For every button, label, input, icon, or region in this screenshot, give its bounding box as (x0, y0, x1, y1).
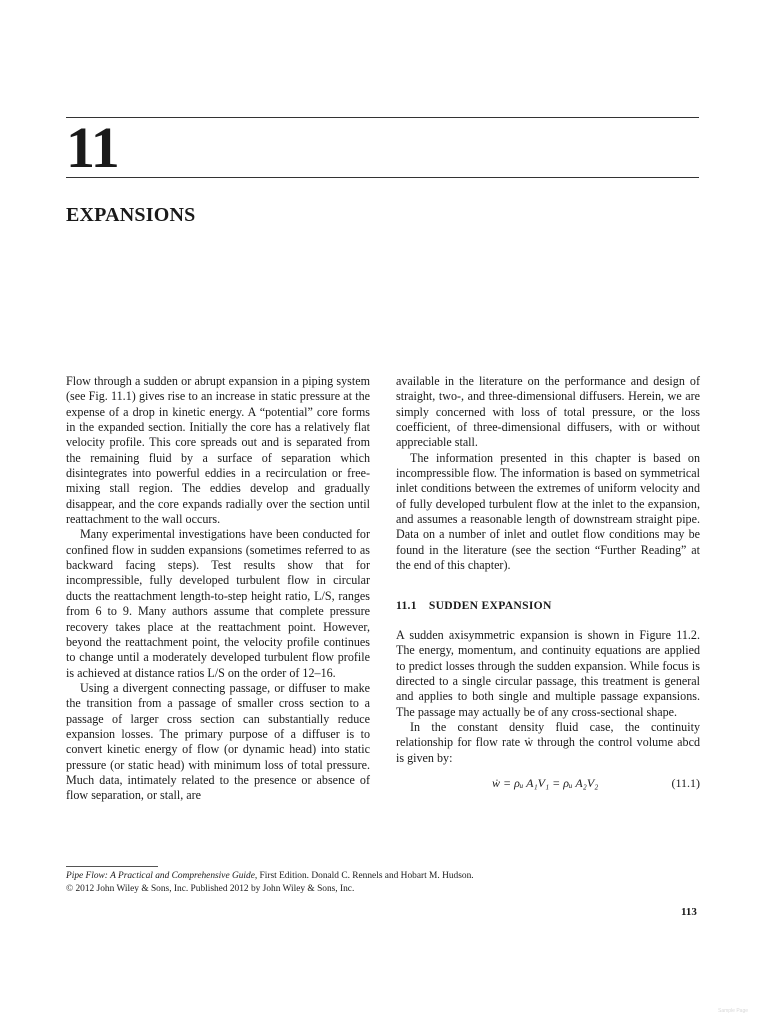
left-column (66, 374, 370, 804)
top-rule (66, 117, 699, 118)
source-details: , First Edition. Donald C. Rennels and Hobart M. Hudson. (254, 871, 474, 881)
chapter-title: EXPANSIONS (66, 204, 196, 226)
section-number: 11.1 (396, 599, 417, 613)
watermark: Sample Page (718, 1008, 749, 1014)
paragraph: Flow through a sudden or abrupt expansion in a piping system (see Fig. 11.1) gives rise to an increase in static pressure at the expense of a drop in kinetic energy. A “potential” core forms in the expanded section. Initially the core has a relatively flat velocity profile. This core spreads out and is separated from the remaining fluid by a surface of separation which disintegrates into powerful eddies in a recirculation or free-mixing stall region. The eddies develop and gradually disappear, and the core expands radially over the section until reattachment to the wall occurs. (66, 374, 370, 527)
chapter-number: 11 (66, 115, 119, 180)
equation-number: (11.1) (671, 775, 700, 790)
page-number: 113 (681, 906, 697, 918)
paragraph: Using a divergent connecting passage, or diffuser to make the transition from a passage of smaller cross section to a passage of larger cross section can substantially reduce expansion losses. The primary purpose of a diffuser is to convert kinetic energy of flow (or dynamic head) into static pressure (or static head) with minimum loss of total pressure. Much data, intimately related to the presence or absence of flow separation, or stall, are (66, 680, 370, 803)
paragraph: In the constant density fluid case, the continuity relationship for flow rate ẇ through the control volume abcd is given by: (396, 719, 700, 765)
section-title: SUDDEN EXPANSION (428, 599, 552, 613)
footnote (66, 870, 666, 896)
equation-body: ẇ = ρᵤ A₁V₁ = ρᵤ A₂V₂ (492, 775, 599, 790)
paragraph: The information presented in this chapter is based on incompressible flow. The information is based on symmetrical inlet conditions between the extremes of uniform velocity and of fully developed turbulent flow at the inlet to the expansion, and assumes a reasonable length of downstream straight pipe. Data on a number of inlet and outlet flow conditions may be found in the literature (see the section “Further Reading” at the end of this chapter). (396, 450, 700, 573)
copyright-line: © 2012 John Wiley & Sons, Inc. Published 2012 by John Wiley & Sons, Inc. (66, 884, 355, 894)
source-title: Pipe Flow: A Practical and Comprehensive Guide (66, 871, 255, 881)
equation (396, 776, 700, 794)
paragraph: available in the literature on the performance and design of straight, two-, and three-dimensional diffusers. Herein, we are simply concerned with loss of total pressure, or the loss coefficient, of three-dimensional diffusers, with or without appreciable stall. (396, 374, 700, 450)
chapter-rule (66, 177, 699, 178)
right-column (396, 374, 700, 794)
paragraph: Many experimental investigations have been conducted for confined flow in sudden expansions (sometimes referred to as backward facing steps). Test results show that for incompressible, fully developed turbulent flow in circular ducts the reattachment length-to-step height ratio, L/S, ranges from 6 to 9. Many authors assume that complete pressure recovery takes place at the reattachment point. However, beyond the reattachment point, the velocity profile continues to change until a moderately developed turbulent flow profile is achieved at distance ratios L/S on the order of 12–16. (66, 527, 370, 680)
paragraph: A sudden axisymmetric expansion is shown in Figure 11.2. The energy, momentum, and continuity equations are applied to predict losses through the sudden expansion. While focus is directed to a single circular passage, this treatment is general and applies to both single and multiple passage expansions. The passage may actually be of any cross-sectional shape. (396, 627, 700, 719)
footnote-rule (66, 866, 158, 867)
section-heading (396, 598, 700, 613)
citation-line (66, 870, 666, 883)
